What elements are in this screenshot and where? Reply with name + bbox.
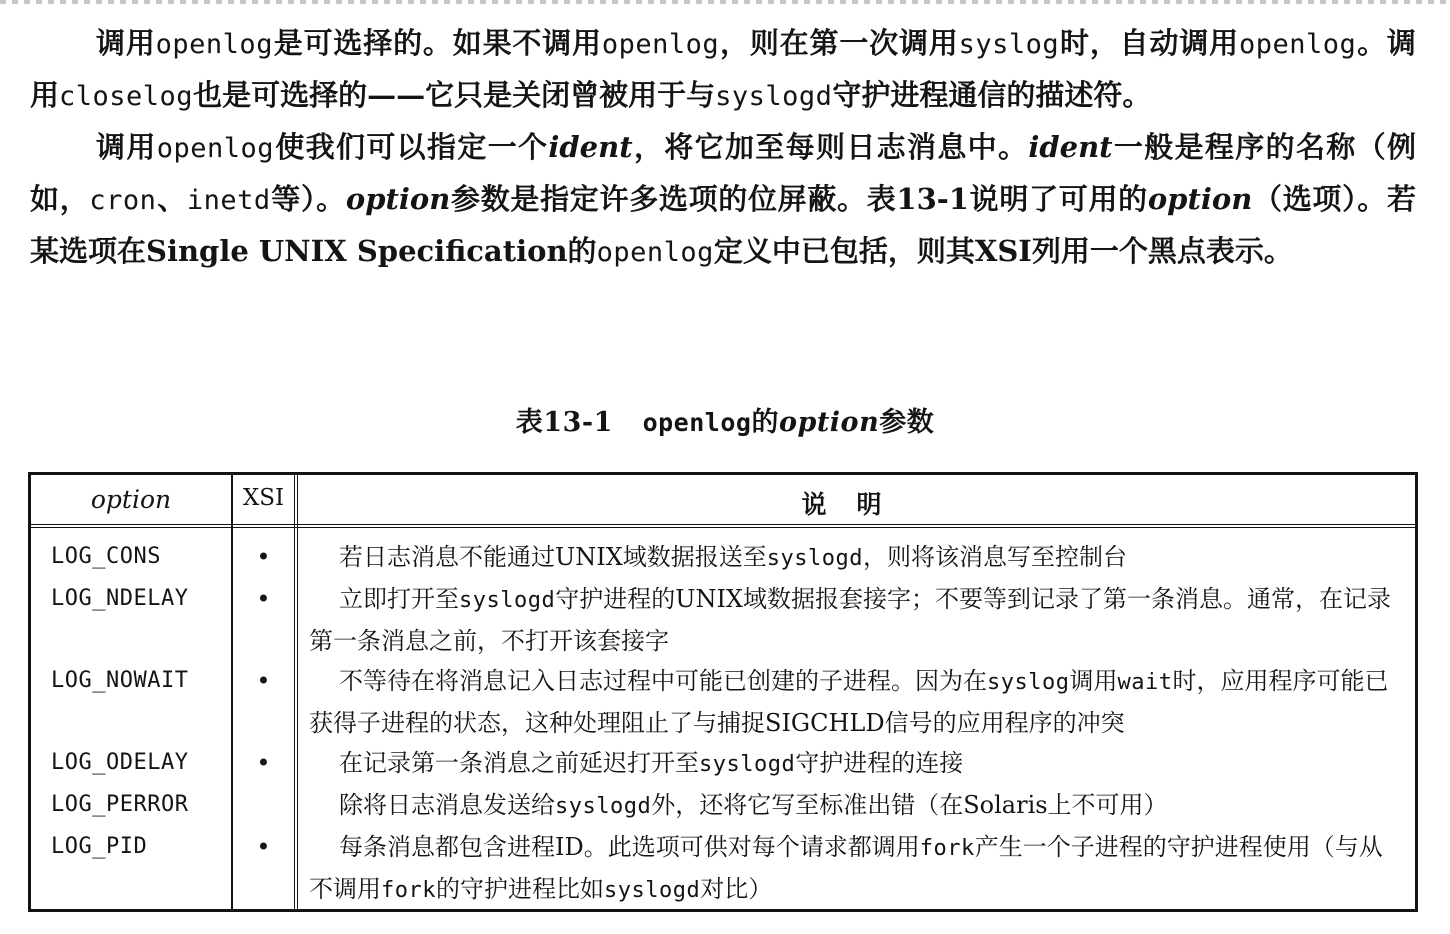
option-name: LOG_NDELAY <box>51 586 189 611</box>
text-run: 守护进程的UNIX域数据报套接字；不要等到记录了第一条消息。通常，在记录第一条消息之前，不打开该套接字 <box>309 585 1392 655</box>
code-term: syslogd <box>766 546 864 571</box>
header-xsi: XSI <box>242 485 285 511</box>
openlog-option-table <box>28 472 1418 912</box>
text-run: 定义中已包括，则其XSI列用一个黑点表示。 <box>713 234 1293 268</box>
text-run: （选项）。若某选项在Single UNIX Specification的 <box>30 182 1416 268</box>
text-run: 调用 <box>96 130 157 164</box>
code-term: openlog <box>155 29 273 60</box>
xsi-marker: • <box>256 833 271 861</box>
italic-term: option <box>1147 182 1253 216</box>
table-caption-func: openlog <box>642 408 752 437</box>
option-description <box>309 743 1397 785</box>
text-run: 不等待在将消息记入日志过程中可能已创建的子进程。因为在 <box>339 667 987 695</box>
table-row <box>31 827 1415 911</box>
code-term: inetd <box>186 185 271 216</box>
paragraph-openlog-intro <box>30 18 1416 122</box>
text-run: 调用 <box>96 26 156 60</box>
xsi-marker: • <box>256 749 271 777</box>
code-term: syslog <box>987 670 1070 695</box>
option-description <box>309 785 1397 827</box>
code-term: fork <box>381 878 436 903</box>
text-run: 守护进程的连接 <box>795 749 964 777</box>
code-term: openlog <box>1238 29 1357 60</box>
code-term: syslogd <box>555 794 652 819</box>
table-row <box>31 537 1415 579</box>
option-name: LOG_ODELAY <box>51 750 189 775</box>
text-run: 是可选择的。如果不调用 <box>272 26 602 60</box>
option-name: LOG_PERROR <box>51 792 189 817</box>
text-run: 每条消息都包含进程ID。此选项可供对每个请求都调用 <box>339 833 920 861</box>
table-row <box>31 743 1415 785</box>
text-run: ，则在第一次调用 <box>719 26 959 60</box>
body-text <box>30 18 1416 278</box>
option-description <box>309 661 1397 743</box>
text-run: 立即打开至 <box>339 585 459 613</box>
option-description <box>309 537 1397 579</box>
table-header-row <box>31 475 1415 528</box>
table-caption-number: 表13-1 <box>515 407 613 438</box>
text-run: ，则将该消息写至控制台 <box>863 543 1128 571</box>
code-term: syslogd <box>459 588 556 613</box>
text-run: 时，自动调用 <box>1059 26 1239 60</box>
code-term: openlog <box>601 29 720 60</box>
table-row <box>31 661 1415 743</box>
code-term: wait <box>1117 670 1173 695</box>
italic-term: ident <box>1028 130 1113 164</box>
code-term: openlog <box>156 133 274 164</box>
option-name: LOG_NOWAIT <box>51 668 189 693</box>
xsi-marker: • <box>256 543 271 571</box>
text-run: 等）。 <box>270 182 346 216</box>
table-caption-mid: 的 <box>751 407 779 438</box>
option-description <box>309 827 1397 911</box>
option-name: LOG_PID <box>51 834 148 859</box>
text-run: 产生一个子进程的守护进程使用（与从不调用 <box>309 833 1383 903</box>
italic-term: option <box>345 182 451 216</box>
code-term: syslogd <box>603 878 701 903</box>
text-run: 的守护进程比如 <box>435 875 604 903</box>
text-run: 外，还将它写至标准出错（在Solaris上不可用） <box>651 791 1168 819</box>
table-row <box>31 579 1415 661</box>
text-run: 一般是程序的名称（例如， <box>30 130 1416 216</box>
code-term: fork <box>919 836 975 861</box>
table-caption-suffix: 参数 <box>879 407 935 438</box>
header-description: 说明 <box>801 490 912 519</box>
table-row <box>31 785 1415 827</box>
code-term: syslog <box>958 29 1060 60</box>
code-term: syslogd <box>699 752 796 777</box>
text-run: 使我们可以指定一个 <box>273 130 549 164</box>
text-run: 在记录第一条消息之前延迟打开至 <box>339 749 699 777</box>
table-caption <box>0 400 1450 439</box>
option-description <box>309 579 1397 661</box>
top-edge-rule <box>0 0 1450 4</box>
xsi-marker: • <box>256 667 271 695</box>
xsi-marker: • <box>256 585 271 613</box>
code-term: syslogd <box>715 81 833 112</box>
text-run: 时，应用程序可能已获得子进程的状态，这种处理阻止了与捕捉SIGCHLD信号的应用程序的冲突 <box>309 667 1389 737</box>
code-term: cron <box>89 185 157 216</box>
text-run: ，将它加至每则日志消息中。 <box>632 130 1029 164</box>
option-name: LOG_CONS <box>51 544 161 569</box>
table-caption-arg: option <box>778 407 880 438</box>
text-run: 参数是指定许多选项的位屏蔽。表13-1说明了可用的 <box>450 182 1148 216</box>
paragraph-openlog-ident <box>30 122 1416 278</box>
text-run: 除将日志消息发送给 <box>339 791 555 819</box>
text-run: 若日志消息不能通过UNIX域数据报送至 <box>339 543 767 571</box>
table-body <box>31 537 1415 911</box>
code-term: closelog <box>59 81 194 112</box>
header-option: option <box>90 485 172 514</box>
text-run: 守护进程通信的描述符。 <box>832 78 1152 112</box>
text-run: 、 <box>156 182 187 216</box>
text-run: 也是可选择的——它只是关闭曾被用于与 <box>193 78 716 112</box>
text-run: 调用 <box>1069 667 1118 695</box>
text-run: 。调用 <box>30 26 1416 112</box>
code-term: openlog <box>596 237 714 268</box>
text-run: 对比） <box>700 875 773 903</box>
italic-term: ident <box>548 130 633 164</box>
